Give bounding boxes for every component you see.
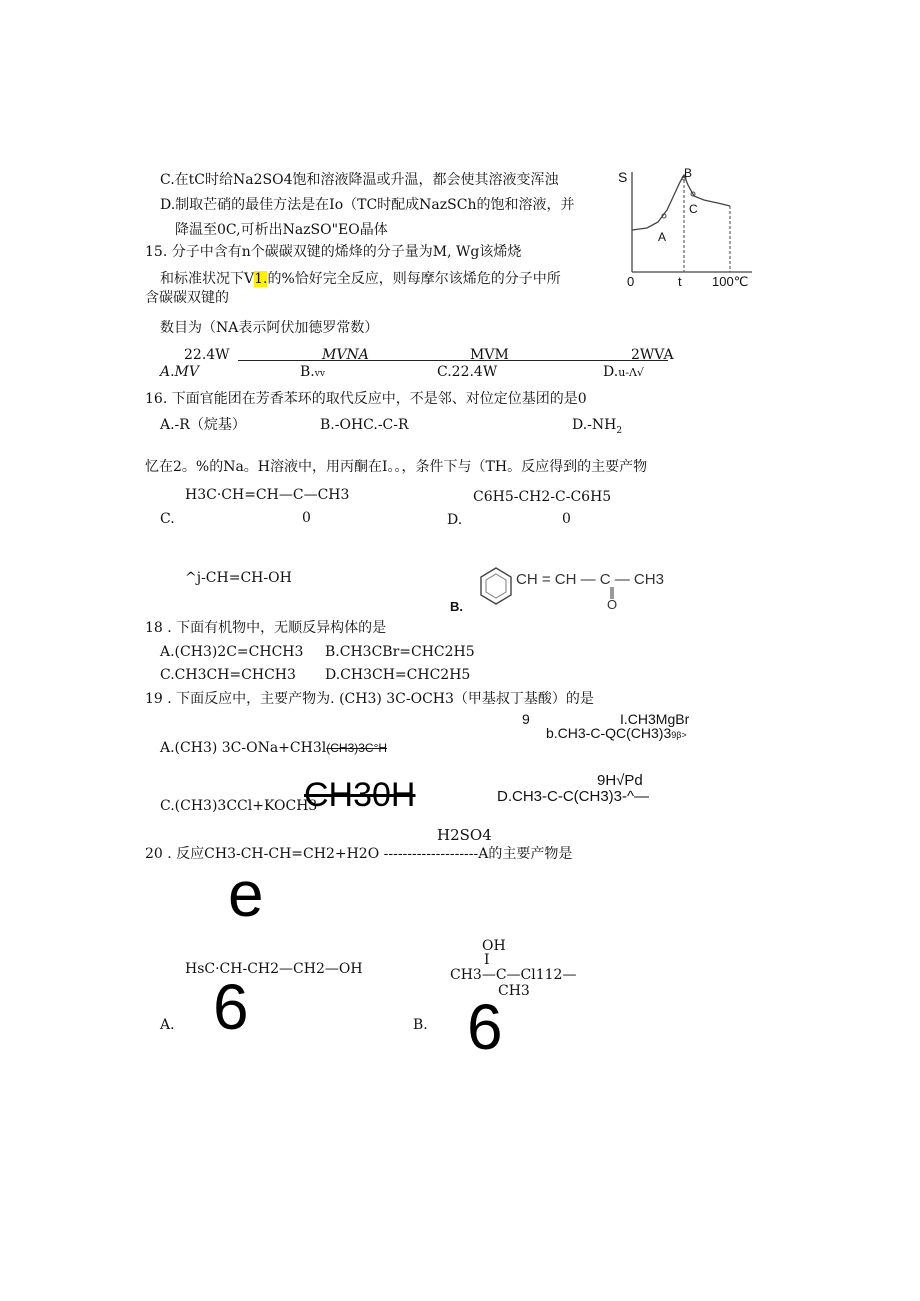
q16-stem: 16. 下面官能团在芳香苯环的取代反应中，不是邻、对位定位基团的是0 [145,391,587,407]
q16-option-d-label: D.-NH [572,417,617,433]
carbonyl-bond [609,584,615,596]
q20-stem: 20 . 反应CH3-CH-CH=CH2+H2O --------------------A的主要产物是 [145,846,573,862]
q20-option-b-bond: I [484,952,490,968]
q15-numerator-d: 2WVA [631,347,674,363]
benzene-ring-icon [478,566,514,606]
q17-option-b-label: B. [450,599,463,614]
q15-stem-line2 [160,270,561,288]
q15-stem-line2-a: 和标准状况下V [160,271,255,287]
q19-option-b-formula: b.CH3-C-QC(CH3)3 [546,725,672,741]
q16-option-b: B.-OHC.-C-R [320,417,409,433]
graph-y-label: S [618,169,628,185]
graph-x-label-t: t [678,274,682,289]
q18-option-d: D.CH3CH=CHC2H5 [325,667,471,683]
q15-stem-line1: 15. 分子中含有n个碳碳双键的烯烽的分子量为M, Wg该烯烧 [145,244,522,260]
q20-option-a-label: A. [160,1017,175,1033]
q17-option-d-label: D. [447,512,463,528]
q20-option-b-hydroxyl: OH [482,938,506,954]
q20-option-b-label: B. [413,1017,428,1033]
q15-numerator-b: MVNA [322,347,369,363]
q19-option-c-large: CH30H [304,776,416,814]
q17-option-c-oxygen: 0 [302,510,311,526]
q15-stem-line4: 数目为（NA表示阿伏加德罗常数） [160,320,379,336]
q16-option-d-sub: 2 [616,425,623,436]
q17-option-c-label: C. [160,511,175,527]
large-digit-6-a: 6 [213,971,249,1043]
q15-option-b [300,363,325,383]
q19-stem: 19 . 下面反应中，主要产物为. (CH3) 3C-OCH3（甲基叔丁基酸）的是 [145,691,594,707]
q15-fraction-rule [238,360,668,361]
graph-x-label-100: 100℃ [712,274,749,289]
q17-option-j: ^j-CH=CH-OH [185,570,292,586]
q20-catalyst: H2SO4 [437,826,492,844]
q14-option-d-line2: 降温至0C,可析出NazSO"EO晶体 [175,222,388,238]
q18-option-a: A.(CH3)2C=CHCH3 [160,644,304,660]
q15-option-a: A.MV [160,364,200,380]
q19-option-a-formula: A.(CH3) 3C-ONa+CH3l [160,740,327,756]
graph-x-label-0: 0 [627,274,635,289]
large-digit-6-b: 6 [467,991,503,1063]
q19-option-b-tail: 9β> [671,730,687,740]
q19-option-a [160,739,387,757]
q16-option-d [572,416,622,440]
q15-option-d [603,363,644,382]
q20-option-b-methyl: CH3 [498,983,530,999]
q18-stem: 18 . 下面有机物中，无顺反异构体的是 [145,620,387,636]
large-letter-e: e [228,858,264,930]
q17-option-c-formula: H3C·CH=CH—C—CH3 [185,487,350,503]
graph-point-c: C [689,202,698,216]
q20-option-b-formula: CH3—C—Cl112— [450,967,577,983]
q19-reagent-number: 9 [522,711,530,727]
graph-point-a: A [658,230,667,244]
q15-numerator-a: 22.4W [184,347,230,363]
q19-option-d-reagent: 9H√Pd [597,772,643,789]
q14-option-c: C.在tC时给Na2SO4饱和溶液降温或升温，都会使其溶液变浑浊 [160,172,559,188]
q19-option-b [546,724,687,744]
q19-option-d: D.CH3-C-C(CH3)3-^— [497,788,650,805]
q17-option-d-oxygen: 0 [562,511,571,527]
q15-stem-line2-b: 的%恰好完全反应，则每摩尔该烯危的分子中所 [267,271,561,287]
q17-option-b-oxygen: O [607,597,618,612]
q15-option-d-label: D. [603,364,619,380]
q15-stem-line3: 含碳碳双键的 [145,290,229,306]
q18-option-b: B.CH3CBr=CHC2H5 [325,644,475,660]
q15-option-c: C.22.4W [437,364,498,380]
q14-option-d-line1: D.制取芒硝的最佳方法是在Io（TC时配成NazSCh的饱和溶液，并 [160,197,575,213]
q15-numerator-c: MVM [470,347,509,363]
q15-highlight: 1. [254,271,268,287]
q16-option-a: A.-R（烷基） [160,417,246,433]
q17-stem: 忆在2。%的Na。H溶液中，用丙酮在I。。，条件下与（TH。反应得到的主要产物 [145,459,648,475]
q15-option-b-label: B. [300,364,315,380]
q15-option-d-tail: u-Λ√ [618,366,644,379]
q18-option-c: C.CH3CH=CHCH3 [160,667,296,683]
q17-option-d-formula: C6H5-CH2-C-C6H5 [473,489,612,505]
q19-option-c: C.(CH3)3CCl+KOCH3 [160,798,318,814]
graph-point-b: B [684,166,693,180]
q19-reagent-grignard: I.CH3MgBr [620,711,690,727]
q15-option-b-sub: vv [314,369,325,379]
q20-option-a-formula: HsC·CH-CH2—CH2—OH [185,961,363,977]
q19-option-a-struck: (CH3)3C°H [326,741,388,755]
q17-option-b-chain: CH = CH — C — CH3 [516,571,664,588]
